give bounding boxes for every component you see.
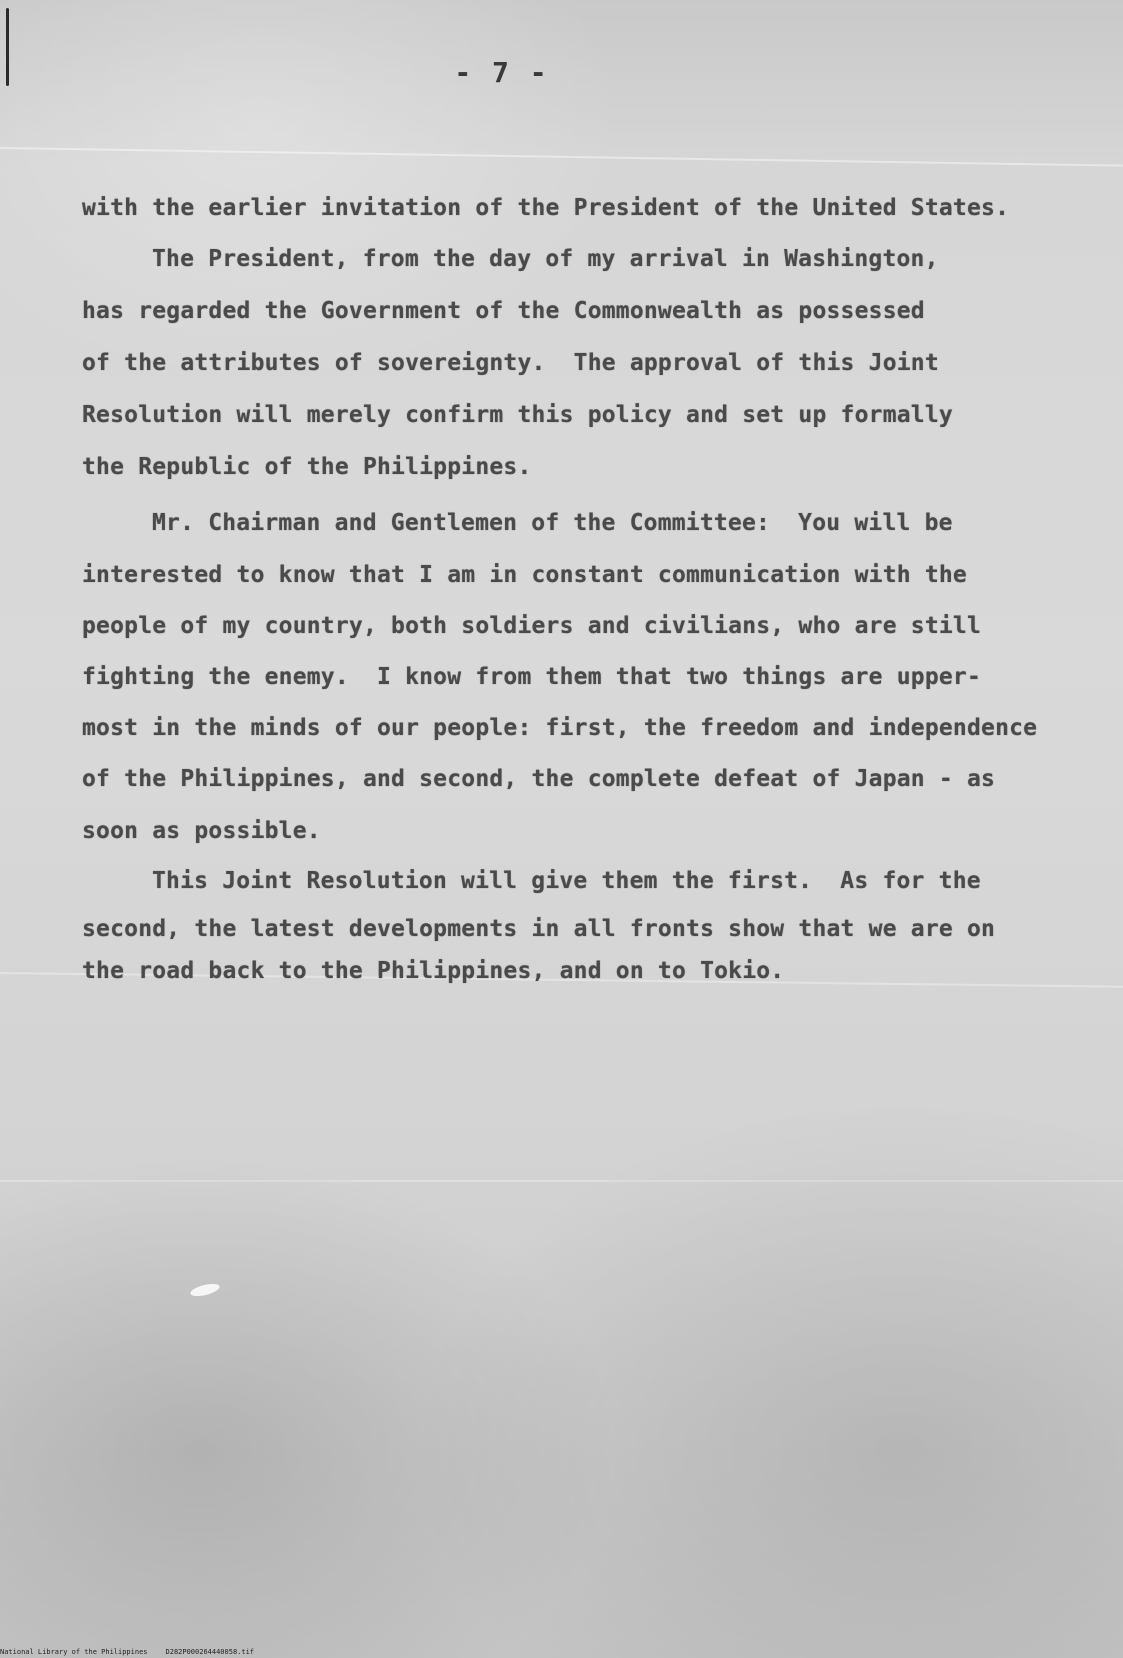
text-line: This Joint Resolution will give them the first. As for the <box>152 868 981 894</box>
text-line: interested to know that I am in constant communication with the <box>82 562 967 588</box>
text-line: people of my country, both soldiers and civilians, who are still <box>82 613 982 639</box>
text-line: has regarded the Government of the Commonwealth as possessed <box>82 298 925 324</box>
text-line: most in the minds of our people: first, the freedom and independence <box>82 715 1038 741</box>
scan-footer <box>0 1648 272 1656</box>
text-line: the road back to the Philippines, and on to Tokio. <box>82 958 785 984</box>
text-line: Resolution will merely confirm this policy and set up formally <box>82 402 953 428</box>
paper-crease <box>0 1180 1123 1182</box>
text-line: fighting the enemy. I know from them that two things are upper- <box>82 664 982 690</box>
text-line: the Republic of the Philippines. <box>82 454 532 480</box>
footer-file: D282P000264440058.tif <box>165 1648 255 1656</box>
page-number: - 7 - <box>454 56 549 89</box>
footer-source: National Library of the Philippines <box>0 1648 148 1656</box>
text-line: of the Philippines, and second, the complete defeat of Japan - as <box>82 766 996 792</box>
paper-crease <box>0 147 1123 167</box>
paper-speck <box>189 1282 221 1299</box>
text-line: Mr. Chairman and Gentlemen of the Committee: You will be <box>152 510 953 536</box>
text-line: second, the latest developments in all fronts show that we are on <box>82 916 996 942</box>
text-line: The President, from the day of my arrival in Washington, <box>152 246 939 272</box>
text-line: with the earlier invitation of the President of the United States. <box>82 195 1010 221</box>
text-line: of the attributes of sovereignty. The approval of this Joint <box>82 350 939 376</box>
text-line: soon as possible. <box>82 818 321 844</box>
